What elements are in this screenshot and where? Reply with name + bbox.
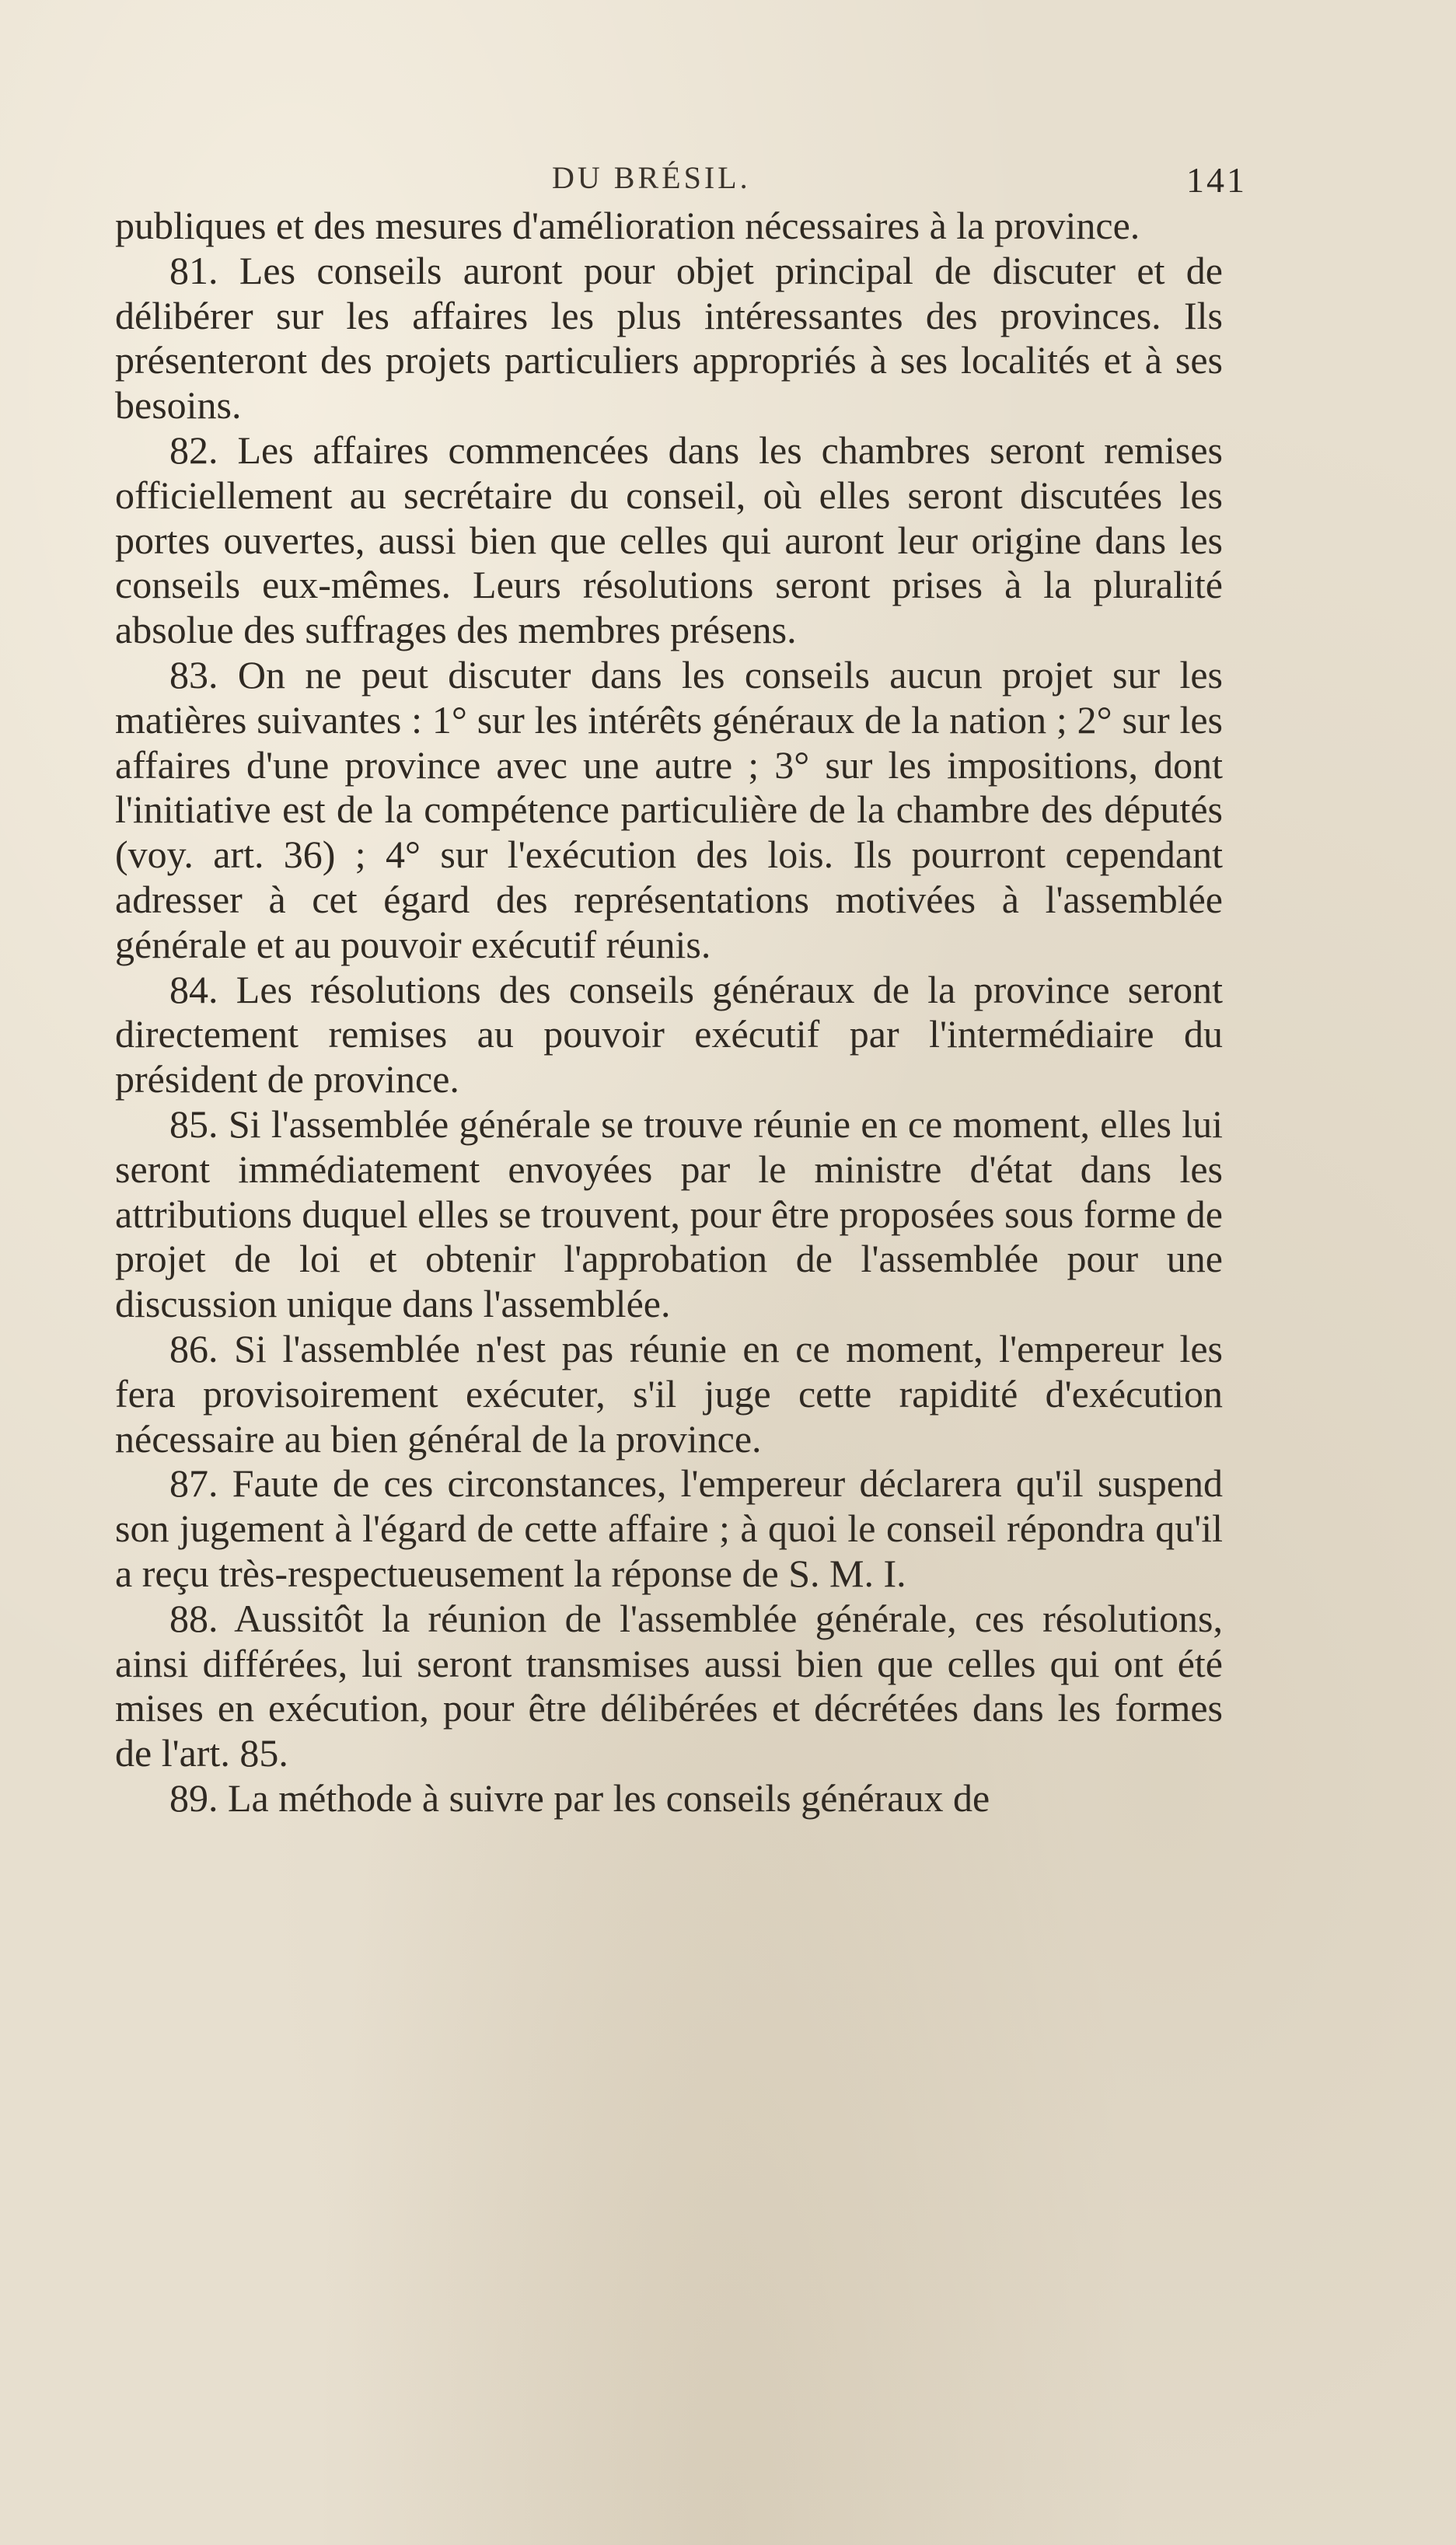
paragraph-text: Aussitôt la réunion de l'assemblée générale, ces résolutions, ainsi différées, lui seront transmises aussi bien que celles qui ont été mises en exécution, pour être délibérées et décrétées dans les formes de l'art. 85. bbox=[115, 1596, 1224, 1775]
running-head bbox=[115, 159, 1250, 206]
paragraph-text: Si l'assemblée générale se trouve réunie en ce moment, elles lui seront immédiatement envoyées par le ministre d'état dans les attributions duquel elles se trouvent, pour être proposées sous forme de projet de loi et obtenir l'approbation de l'assemblée pour une discussion unique dans l'assemblée. bbox=[115, 1101, 1224, 1326]
article-number: 83. bbox=[169, 652, 218, 696]
article-88 bbox=[115, 1597, 1223, 1776]
paragraph-text: Les conseils auront pour objet principal de discuter et de délibérer sur les affaires les plus intéressantes des provinces. Ils présenteront des projets particuliers appropriés à ses localités et à ses besoins. bbox=[115, 248, 1224, 428]
article-number: 88. bbox=[169, 1596, 218, 1640]
paragraph-text: Les affaires commencées dans les chambres seront remises officiellement au secrétaire du conseil, où elles seront discutées les portes ouvertes, aussi bien que celles qui auront leur origine dans les conseils eux-mêmes. Leurs résolutions seront prises à la pluralité absolue des suffrages des membres présens. bbox=[115, 428, 1223, 652]
paragraph-text: Faute de ces circonstances, l'empereur déclarera qu'il suspend son jugement à l'égard de cette affaire ; à quoi le conseil répondra qu'il a reçu très-respectueusement la réponse de S. M. I. bbox=[115, 1461, 1224, 1595]
paragraph-text: On ne peut discuter dans les conseils aucun projet sur les matières suivantes : 1° sur les intérêts généraux de la nation ; 2° sur les affaires d'une province avec une autre ; 3° sur les impositions, dont l'initiative est de la compétence particulière de la chambre des députés (voy. art. 36) ; 4° sur l'exécution des lois. Ils pourront cependant adresser à cet égard des représentations motivées à l'assemblée générale et au pouvoir exécutif réunis. bbox=[115, 652, 1223, 966]
paragraph-text: Les résolutions des conseils généraux de la province seront directement remises au pouvoir exécutif par l'intermédiaire du président de province. bbox=[115, 967, 1224, 1101]
article-83 bbox=[115, 653, 1223, 968]
article-number: 85. bbox=[169, 1101, 218, 1146]
paragraph-text: Si l'assemblée n'est pas réunie en ce moment, l'empereur les fera provisoirement exécuter, s'il juge cette rapidité d'exécution nécessaire au bien général de la province. bbox=[115, 1326, 1224, 1461]
running-title: DU BRÉSIL. bbox=[552, 160, 751, 195]
article-85 bbox=[115, 1102, 1223, 1327]
article-number: 86. bbox=[169, 1326, 218, 1370]
article-number: 82. bbox=[169, 428, 218, 472]
article-number: 87. bbox=[169, 1461, 218, 1506]
body-text bbox=[115, 204, 1223, 1821]
article-number: 81. bbox=[169, 248, 218, 292]
article-number: 84. bbox=[169, 967, 218, 1011]
page-number: 141 bbox=[1186, 160, 1247, 200]
article-86 bbox=[115, 1327, 1223, 1461]
paragraph-continuation bbox=[115, 204, 1223, 249]
article-84 bbox=[115, 968, 1223, 1102]
paragraph-text: La méthode à suivre par les conseils généraux de bbox=[228, 1775, 990, 1820]
article-81 bbox=[115, 249, 1223, 428]
article-89 bbox=[115, 1776, 1223, 1821]
article-87 bbox=[115, 1461, 1223, 1596]
article-82 bbox=[115, 428, 1223, 653]
paragraph-text: publiques et des mesures d'amélioration nécessaires à la province. bbox=[115, 204, 1140, 247]
article-number: 89. bbox=[169, 1775, 218, 1820]
